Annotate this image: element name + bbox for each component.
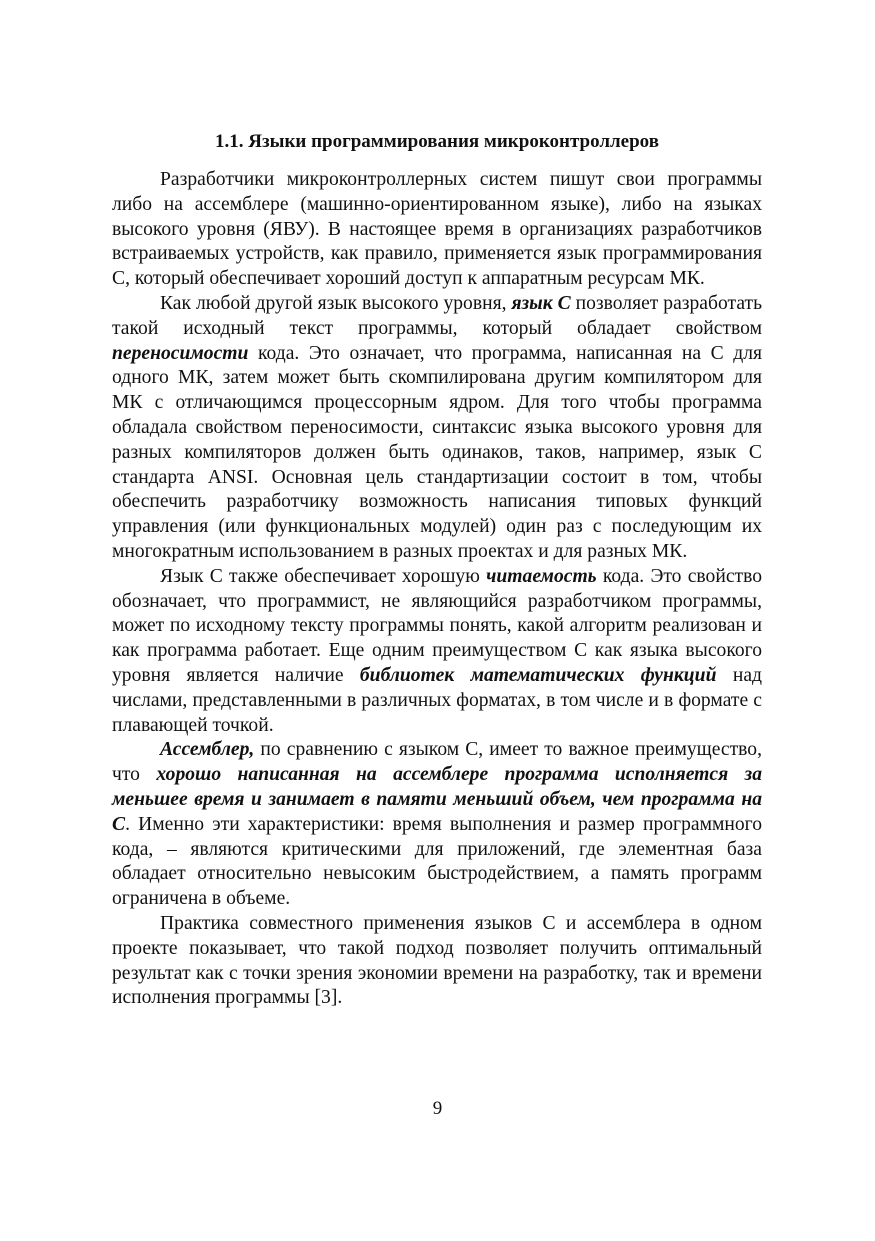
paragraph-portability xyxy=(112,292,762,565)
section-heading: 1.1. Языки программирования микроконтроллеров xyxy=(215,131,659,152)
paragraph-text: Как любой другой язык высокого уровня, xyxy=(160,292,512,314)
paragraph-text: кода. Это означает, что программа, написанная на С для одного МК, затем может быть скомпилирована другим компилятором для МК с отличающимся процессорным ядром. Для того чтобы программа обладала свойством переносимости, синтаксис языка высокого уровня для разных компиляторов должен быть одинаков, таков, например, язык С стандарта ANSI. Основная цель стандартизации состоит в том, чтобы обеспечить разработчику возможность написания типовых функций управления (или функциональных модулей) один раз с последующим их многократным использованием в разных проектах и для разных МК. xyxy=(112,342,762,562)
emphasis-term: Ассемблер, xyxy=(160,739,255,761)
paragraph-intro xyxy=(112,168,762,292)
paragraph-practice xyxy=(112,912,762,1011)
paragraph-text: Практика совместного применения языков С и ассемблера в одном проекте показывает, что такой подход позволяет получить оптимальный результат как с точки зрения экономии времени на разработку, так и времени исполнения программы [3]. xyxy=(112,912,762,1009)
paragraph-text: . Именно эти характеристики: время выполнения и размер программного кода, – являются критическими для приложений, где элементная база обладает относительно невысоким быстродействием, а память программ ограничена в объеме. xyxy=(112,813,762,910)
paragraph-assembler xyxy=(112,738,762,912)
emphasis-term: читаемость xyxy=(486,565,597,587)
page-number: 9 xyxy=(432,1098,443,1119)
emphasis-term: переносимости xyxy=(112,342,249,364)
emphasis-term: хорошо написанная на ассемблере программа исполняется за меньшее время и занимает в памяти меньший объем, чем программа на С xyxy=(112,764,763,835)
emphasis-term: язык С xyxy=(511,292,571,314)
paragraph-text: кода. Это свойство обозначает, что программист, не являющийся разработчиком программы, может по исходному тексту программы понять, какой алгоритм реализован и как программа работает. Еще одним преимуществом С как языка высокого уровня является наличие xyxy=(112,565,762,686)
paragraph-text: позволяет разработать такой исходный текст программы, который обладает свойством xyxy=(112,292,763,339)
page-body xyxy=(112,124,762,1011)
paragraph-text: по сравнению с языком С, имеет то важное преимущество, что xyxy=(112,739,762,786)
emphasis-term: библиотек математических функций xyxy=(359,664,717,686)
paragraph-text: Разработчики микроконтроллерных систем пишут свои программы либо на ассемблере (машинно-ориентированном языке), либо на языках высокого уровня (ЯВУ). В настоящее время в организациях разработчиков встраиваемых устройств, как правило, применяется язык программирования С, который обеспечивает хороший доступ к аппаратным ресурсам МК. xyxy=(112,169,762,290)
paragraph-text: Язык С также обеспечивает хорошую xyxy=(160,565,487,587)
paragraph-readability xyxy=(112,565,762,739)
paragraph-text: над числами, представленными в различных форматах, в том числе и в формате с плавающей точкой. xyxy=(112,664,762,736)
